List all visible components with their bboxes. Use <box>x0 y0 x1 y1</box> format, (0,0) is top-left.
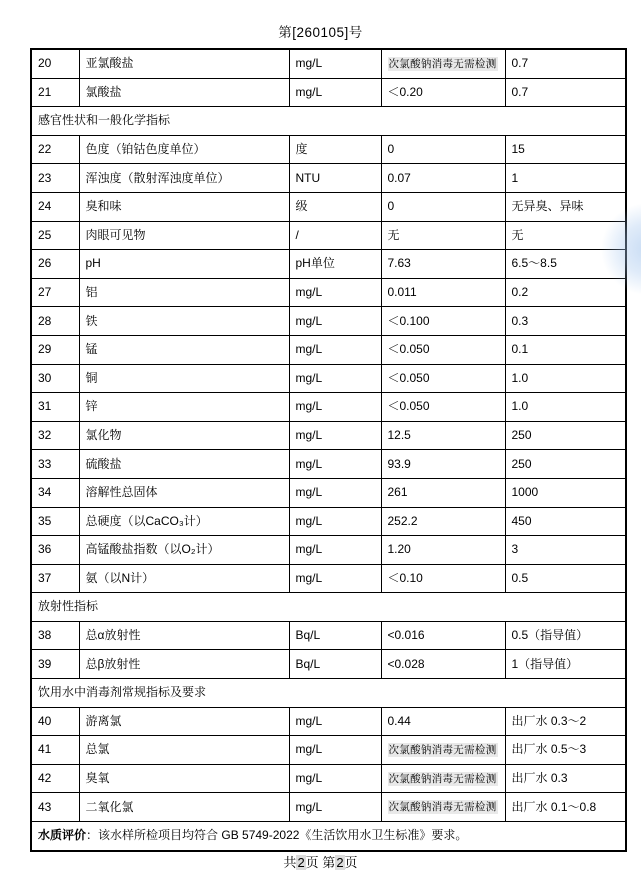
row-number-cell: 40 <box>31 707 79 736</box>
evaluation-cell <box>31 822 626 851</box>
table-row <box>31 621 626 650</box>
parameter-name-cell: 铁 <box>79 307 289 336</box>
unit-cell: mg/L <box>289 736 381 765</box>
measured-value-cell: 0.011 <box>381 278 505 307</box>
parameter-name-cell: 色度（铂钴色度单位） <box>79 135 289 164</box>
section-row <box>31 679 626 708</box>
row-number-cell: 41 <box>31 736 79 765</box>
limit-value-cell: 出厂水 0.5～3 <box>505 736 626 765</box>
row-number-cell: 23 <box>31 164 79 193</box>
limit-value-cell: 15 <box>505 135 626 164</box>
parameter-name-cell: 游离氯 <box>79 707 289 736</box>
footer-text: 共 <box>283 855 297 870</box>
measured-value-cell: 12.5 <box>381 421 505 450</box>
row-number-cell: 33 <box>31 450 79 479</box>
parameter-name-cell: 锰 <box>79 335 289 364</box>
table-body <box>31 49 626 851</box>
unit-cell: mg/L <box>289 78 381 107</box>
table-row <box>31 78 626 107</box>
limit-value-cell: 无 <box>505 221 626 250</box>
parameter-name-cell: 氯化物 <box>79 421 289 450</box>
limit-value-cell: 0.7 <box>505 49 626 78</box>
limit-value-cell: 0.3 <box>505 307 626 336</box>
unit-cell: mg/L <box>289 536 381 565</box>
measured-value-cell: ＜0.20 <box>381 78 505 107</box>
evaluation-label: 水质评价 <box>38 828 87 843</box>
measured-value-cell: 0 <box>381 135 505 164</box>
unit-cell: mg/L <box>289 564 381 593</box>
measured-value-cell <box>381 793 505 822</box>
table-row <box>31 221 626 250</box>
row-number-cell: 22 <box>31 135 79 164</box>
limit-value-cell: 1.0 <box>505 364 626 393</box>
remark-text: 次氯酸钠消毒无需检测 <box>388 801 497 814</box>
row-number-cell: 26 <box>31 250 79 279</box>
parameter-name-cell: 铜 <box>79 364 289 393</box>
measured-value-cell: 0 <box>381 192 505 221</box>
measured-value-cell: 无 <box>381 221 505 250</box>
unit-cell: / <box>289 221 381 250</box>
limit-value-cell: 出厂水 0.1～0.8 <box>505 793 626 822</box>
limit-value-cell: 1000 <box>505 478 626 507</box>
table-row <box>31 164 626 193</box>
parameter-name-cell: 氯酸盐 <box>79 78 289 107</box>
unit-cell: NTU <box>289 164 381 193</box>
parameter-name-cell: 浑浊度（散射浑浊度单位） <box>79 164 289 193</box>
unit-cell: pH单位 <box>289 250 381 279</box>
parameter-name-cell: 氨（以N计） <box>79 564 289 593</box>
unit-cell: mg/L <box>289 764 381 793</box>
row-number-cell: 43 <box>31 793 79 822</box>
measured-value-cell: 93.9 <box>381 450 505 479</box>
table-row <box>31 393 626 422</box>
measured-value-cell: ＜0.050 <box>381 393 505 422</box>
remark-text: 次氯酸钠消毒无需检测 <box>388 744 497 757</box>
footer-text: 页 <box>305 855 323 870</box>
measured-value-cell <box>381 736 505 765</box>
row-number-cell: 21 <box>31 78 79 107</box>
parameter-name-cell: 锌 <box>79 393 289 422</box>
limit-value-cell: 0.1 <box>505 335 626 364</box>
page-number-field: 2 <box>336 855 344 870</box>
unit-cell: mg/L <box>289 49 381 78</box>
parameter-name-cell: 肉眼可见物 <box>79 221 289 250</box>
table-row <box>31 793 626 822</box>
page-number-field: 2 <box>297 855 305 870</box>
parameter-name-cell: 总硬度（以CaCO₃计） <box>79 507 289 536</box>
measured-value-cell: ＜0.050 <box>381 364 505 393</box>
measured-value-cell: 261 <box>381 478 505 507</box>
unit-cell: mg/L <box>289 707 381 736</box>
row-number-cell: 29 <box>31 335 79 364</box>
table-row <box>31 135 626 164</box>
unit-cell: mg/L <box>289 478 381 507</box>
row-number-cell: 39 <box>31 650 79 679</box>
limit-value-cell: 0.2 <box>505 278 626 307</box>
limit-value-cell: 1 <box>505 164 626 193</box>
footer-text: 页 <box>344 855 358 870</box>
unit-cell: Bq/L <box>289 621 381 650</box>
row-number-cell: 35 <box>31 507 79 536</box>
limit-value-cell: 3 <box>505 536 626 565</box>
measured-value-cell: 0.44 <box>381 707 505 736</box>
limit-value-cell: 0.7 <box>505 78 626 107</box>
unit-cell: mg/L <box>289 307 381 336</box>
row-number-cell: 32 <box>31 421 79 450</box>
unit-cell: mg/L <box>289 278 381 307</box>
row-number-cell: 31 <box>31 393 79 422</box>
table-row <box>31 707 626 736</box>
section-label: 饮用水中消毒剂常规指标及要求 <box>31 679 626 708</box>
section-label: 放射性指标 <box>31 593 626 622</box>
parameter-name-cell: pH <box>79 250 289 279</box>
unit-cell: mg/L <box>289 393 381 422</box>
unit-cell: mg/L <box>289 335 381 364</box>
parameter-name-cell: 铝 <box>79 278 289 307</box>
row-number-cell: 25 <box>31 221 79 250</box>
limit-value-cell: 6.5～8.5 <box>505 250 626 279</box>
measured-value-cell: ＜0.100 <box>381 307 505 336</box>
table-row <box>31 307 626 336</box>
evaluation-colon: ： <box>86 828 99 843</box>
unit-cell: mg/L <box>289 450 381 479</box>
table-row <box>31 335 626 364</box>
measured-value-cell: 7.63 <box>381 250 505 279</box>
unit-cell: mg/L <box>289 364 381 393</box>
table-row <box>31 421 626 450</box>
parameter-name-cell: 硫酸盐 <box>79 450 289 479</box>
table-row <box>31 250 626 279</box>
limit-value-cell: 1（指导值） <box>505 650 626 679</box>
measured-value-cell: ＜0.050 <box>381 335 505 364</box>
row-number-cell: 38 <box>31 621 79 650</box>
measured-value-cell <box>381 49 505 78</box>
limit-value-cell: 250 <box>505 421 626 450</box>
measured-value-cell: 1.20 <box>381 536 505 565</box>
measured-value-cell: <0.028 <box>381 650 505 679</box>
table-row <box>31 364 626 393</box>
row-number-cell: 42 <box>31 764 79 793</box>
table-row <box>31 736 626 765</box>
limit-value-cell: 出厂水 0.3 <box>505 764 626 793</box>
footer-text: 第 <box>322 855 336 870</box>
row-number-cell: 20 <box>31 49 79 78</box>
limit-value-cell: 450 <box>505 507 626 536</box>
parameter-name-cell: 臭和味 <box>79 192 289 221</box>
measured-value-cell: 0.07 <box>381 164 505 193</box>
measured-value-cell: 252.2 <box>381 507 505 536</box>
section-row <box>31 593 626 622</box>
unit-cell: 级 <box>289 192 381 221</box>
parameter-name-cell: 臭氧 <box>79 764 289 793</box>
limit-value-cell: 0.5（指导值） <box>505 621 626 650</box>
parameter-name-cell: 总β放射性 <box>79 650 289 679</box>
evaluation-row <box>31 822 626 851</box>
limit-value-cell: 无异臭、异味 <box>505 192 626 221</box>
remark-text: 次氯酸钠消毒无需检测 <box>388 772 497 785</box>
row-number-cell: 27 <box>31 278 79 307</box>
unit-cell: Bq/L <box>289 650 381 679</box>
unit-cell: 度 <box>289 135 381 164</box>
table-row <box>31 49 626 78</box>
parameter-name-cell: 高锰酸盐指数（以O₂计） <box>79 536 289 565</box>
limit-value-cell: 0.5 <box>505 564 626 593</box>
table-row <box>31 650 626 679</box>
row-number-cell: 34 <box>31 478 79 507</box>
measured-value-cell <box>381 764 505 793</box>
parameter-name-cell: 二氧化氯 <box>79 793 289 822</box>
water-quality-table <box>30 48 627 852</box>
table-row <box>31 478 626 507</box>
parameter-name-cell: 亚氯酸盐 <box>79 49 289 78</box>
row-number-cell: 28 <box>31 307 79 336</box>
section-row <box>31 107 626 136</box>
table-row <box>31 192 626 221</box>
measured-value-cell: ＜0.10 <box>381 564 505 593</box>
limit-value-cell: 1.0 <box>505 393 626 422</box>
parameter-name-cell: 总α放射性 <box>79 621 289 650</box>
page-footer <box>0 852 641 871</box>
limit-value-cell: 250 <box>505 450 626 479</box>
table-row <box>31 764 626 793</box>
evaluation-text: 该水样所检项目均符合 GB 5749-2022《生活饮用水卫生标准》要求。 <box>98 828 468 843</box>
table-row <box>31 564 626 593</box>
doc-number: 第[260105]号 <box>278 25 363 40</box>
row-number-cell: 36 <box>31 536 79 565</box>
measured-value-cell: <0.016 <box>381 621 505 650</box>
table-row <box>31 536 626 565</box>
remark-text: 次氯酸钠消毒无需检测 <box>388 58 497 71</box>
row-number-cell: 24 <box>31 192 79 221</box>
parameter-name-cell: 溶解性总固体 <box>79 478 289 507</box>
unit-cell: mg/L <box>289 421 381 450</box>
unit-cell: mg/L <box>289 507 381 536</box>
row-number-cell: 30 <box>31 364 79 393</box>
table-row <box>31 507 626 536</box>
row-number-cell: 37 <box>31 564 79 593</box>
parameter-name-cell: 总氯 <box>79 736 289 765</box>
table-row <box>31 278 626 307</box>
section-label: 感官性状和一般化学指标 <box>31 107 626 136</box>
limit-value-cell: 出厂水 0.3～2 <box>505 707 626 736</box>
unit-cell: mg/L <box>289 793 381 822</box>
table-row <box>31 450 626 479</box>
